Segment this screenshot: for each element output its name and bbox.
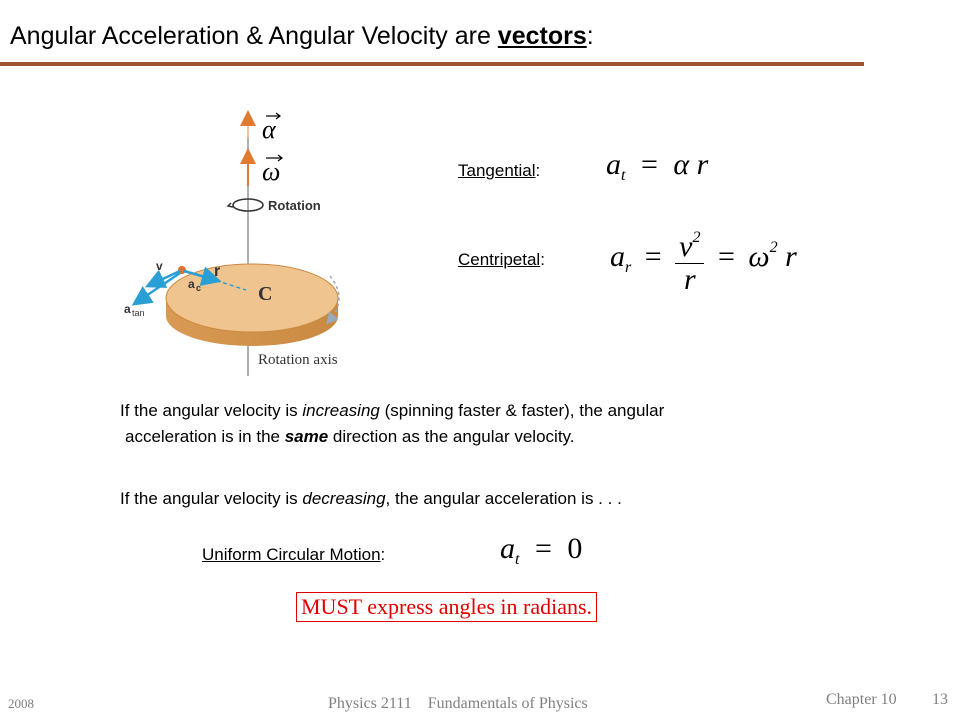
- centripetal-equals-1: =: [644, 239, 662, 273]
- uniform-label-row: [202, 545, 385, 565]
- increasing-paragraph: [120, 398, 664, 450]
- svg-text:α: α: [262, 115, 276, 144]
- fraction-denominator: r: [683, 263, 696, 296]
- footer-page-number: 13: [932, 691, 948, 708]
- tangential-colon: :: [535, 161, 541, 180]
- centripetal-label-row: [458, 250, 545, 270]
- title-divider: [0, 62, 864, 66]
- centripetal-lhs: a: [610, 239, 625, 273]
- centripetal-rhs-r: r: [785, 239, 797, 273]
- svg-text:a: a: [188, 277, 195, 291]
- title-emphasis: vectors: [497, 22, 587, 50]
- center-label: C: [258, 283, 273, 305]
- title-suffix: :: [586, 22, 594, 50]
- uniform-label: Uniform Circular Motion: [202, 545, 381, 564]
- footer-chapter: Chapter 10: [826, 691, 897, 708]
- svg-text:c: c: [196, 283, 202, 293]
- centripetal-rhs: ω: [748, 239, 770, 273]
- uniform-equation: [500, 532, 582, 569]
- centripetal-equals-2: =: [717, 239, 735, 273]
- radius-label: r: [214, 263, 221, 280]
- footer-book: Fundamentals of Physics: [427, 695, 588, 712]
- uniform-colon: :: [380, 545, 386, 564]
- footer-year: 2008: [8, 696, 34, 711]
- footer-course-name: Physics 2111: [328, 695, 412, 712]
- centripetal-equation: [610, 222, 797, 296]
- rotation-axis-label: Rotation axis: [258, 352, 338, 368]
- omega-label: [262, 155, 282, 186]
- slide-title: [10, 22, 594, 51]
- title-prefix: Angular Acceleration & Angular Velocity are: [10, 22, 498, 50]
- uniform-equals: =: [534, 532, 552, 565]
- svg-text:ω: ω: [262, 157, 281, 186]
- rotation-label: Rotation: [268, 198, 321, 213]
- fraction-numerator-exp: 2: [692, 229, 701, 246]
- radians-note: MUST express angles in radians.: [296, 592, 597, 622]
- centripetal-colon: :: [540, 250, 545, 269]
- svg-text:tan: tan: [132, 308, 145, 318]
- tangential-rhs: α r: [673, 148, 709, 181]
- tangential-label: [124, 302, 145, 318]
- tangential-lhs-sub: t: [621, 167, 626, 184]
- tangential-lhs: a: [606, 148, 621, 181]
- increasing-line-2: acceleration is in the same direction as the angular velocity.: [125, 427, 575, 446]
- uniform-rhs: 0: [567, 532, 583, 565]
- tangential-label-row: [458, 161, 540, 181]
- centripetal-fraction: [675, 222, 704, 296]
- uniform-lhs-sub: t: [515, 551, 520, 568]
- alpha-label: [262, 113, 280, 144]
- increasing-line-1: If the angular velocity is increasing (spinning faster & faster), the angular: [120, 401, 665, 420]
- centripetal-rhs-exp: 2: [769, 238, 778, 256]
- svg-text:a: a: [124, 302, 131, 316]
- footer-course: [328, 695, 588, 713]
- centripetal-label: Centripetal: [458, 250, 541, 269]
- centripetal-lhs-sub: r: [625, 258, 632, 276]
- fraction-numerator: v: [679, 230, 693, 263]
- rotating-disk-diagram: [118, 108, 368, 383]
- tangential-label: Tangential: [458, 161, 536, 180]
- tangential-equation: [606, 148, 708, 185]
- tangential-equals: =: [640, 148, 658, 181]
- decreasing-paragraph: If the angular velocity is decreasing, the angular acceleration is . . .: [120, 489, 622, 508]
- velocity-label: v: [156, 259, 163, 273]
- uniform-lhs: a: [500, 532, 515, 565]
- rotation-icon: [228, 199, 263, 211]
